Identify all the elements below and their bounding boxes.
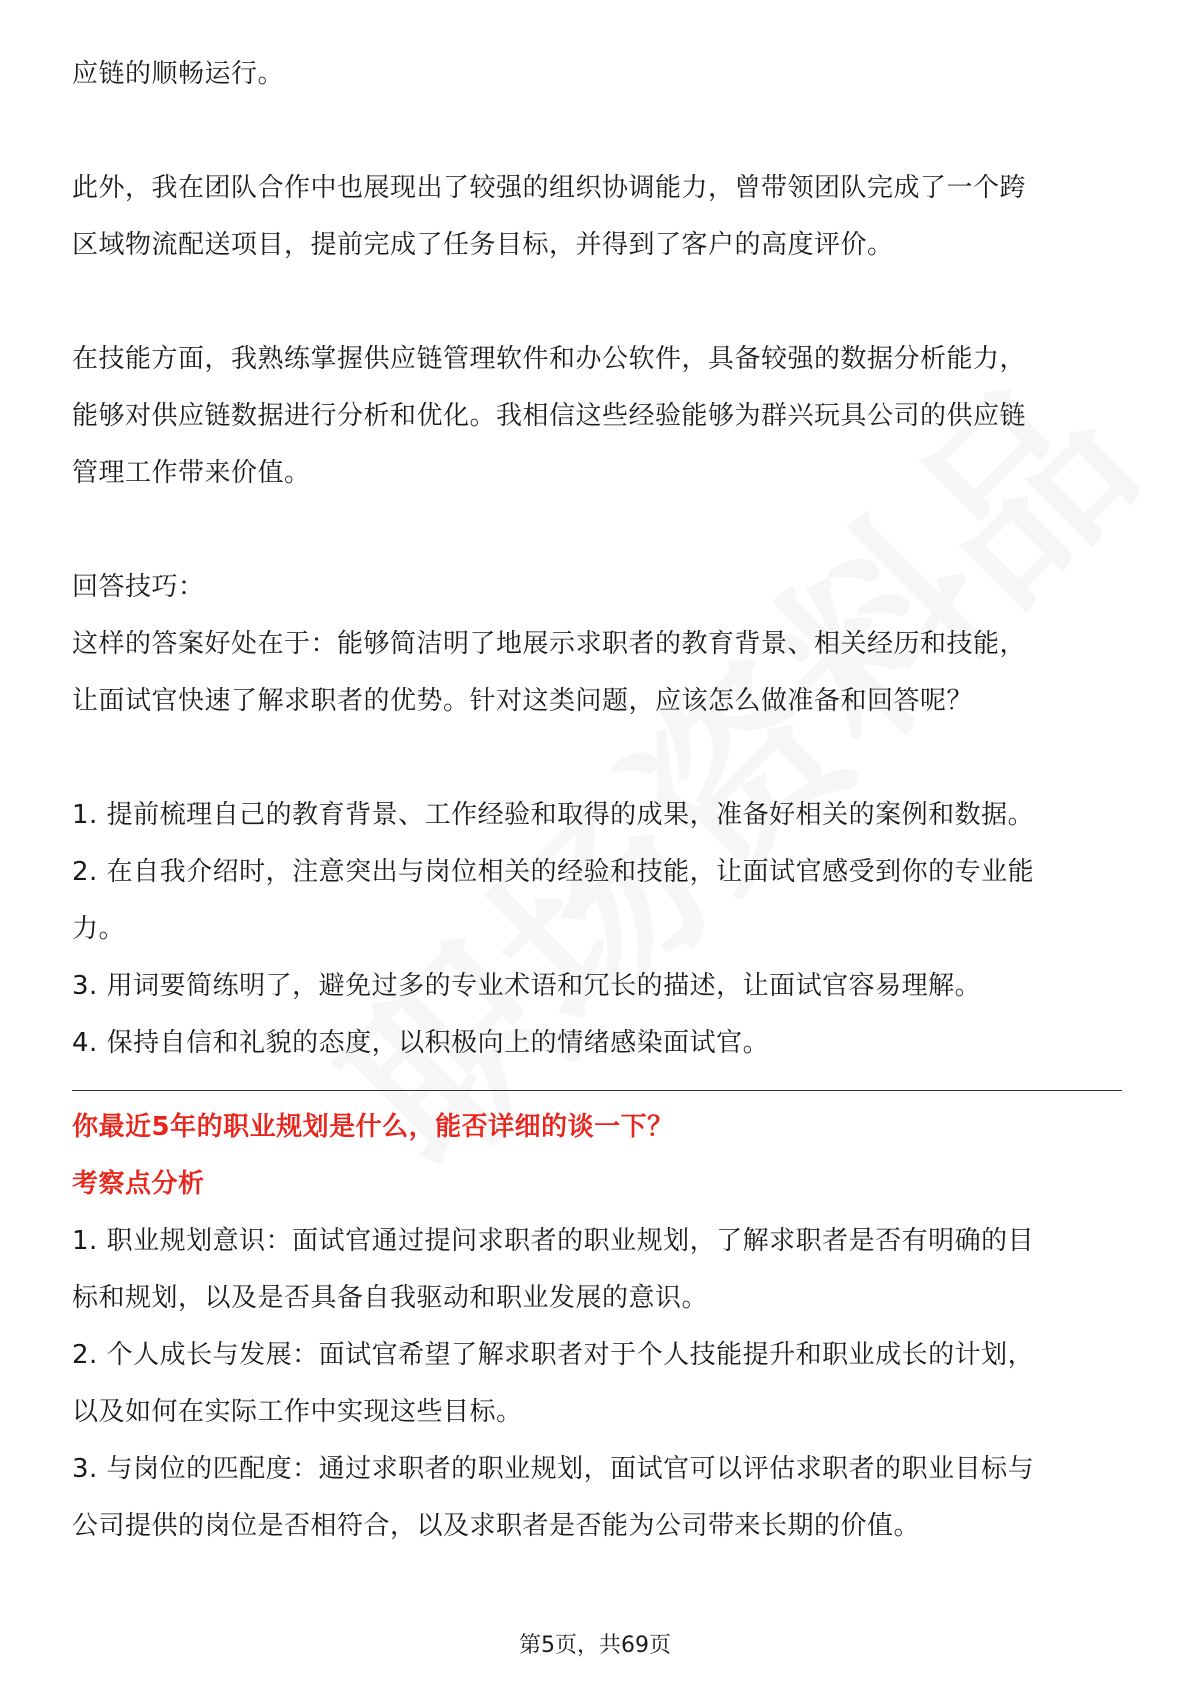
analysis-line: 1. 职业规划意识：面试官通过提问求职者的职业规划，了解求职者是否有明确的目 bbox=[72, 1226, 1035, 1256]
list-item: 3. 用词要简练明了，避免过多的专业术语和冗长的描述，让面试官容易理解。 bbox=[72, 971, 982, 1001]
list-item: 力。 bbox=[72, 914, 126, 944]
analysis-line: 标和规划，以及是否具备自我驱动和职业发展的意识。 bbox=[72, 1283, 709, 1313]
analysis-line: 2. 个人成长与发展：面试官希望了解求职者对于个人技能提升和职业成长的计划， bbox=[72, 1340, 1035, 1370]
list-item: 4. 保持自信和礼貌的态度，以积极向上的情绪感染面试官。 bbox=[72, 1028, 770, 1058]
paragraph-line: 应链的顺畅运行。 bbox=[72, 59, 285, 89]
page-number: 第5页，共69页 bbox=[519, 1633, 671, 1658]
analysis-heading: 考察点分析 bbox=[72, 1169, 205, 1199]
paragraph-line: 让面试官快速了解求职者的优势。针对这类问题，应该怎么做准备和回答呢？ bbox=[72, 686, 974, 716]
analysis-line: 3. 与岗位的匹配度：通过求职者的职业规划，面试官可以评估求职者的职业目标与 bbox=[72, 1454, 1035, 1484]
list-item: 2. 在自我介绍时，注意突出与岗位相关的经验和技能，让面试官感受到你的专业能 bbox=[72, 857, 1035, 887]
paragraph-line: 能够对供应链数据进行分析和优化。我相信这些经验能够为群兴玩具公司的供应链 bbox=[72, 401, 1027, 431]
question-title: 你最近5年的职业规划是什么，能否详细的谈一下？ bbox=[72, 1112, 674, 1142]
paragraph-line: 在技能方面，我熟练掌握供应链管理软件和办公软件，具备较强的数据分析能力， bbox=[72, 344, 1027, 374]
document-body bbox=[72, 46, 1122, 1555]
paragraph-line: 区域物流配送项目，提前完成了任务目标，并得到了客户的高度评价。 bbox=[72, 230, 894, 260]
analysis-line: 公司提供的岗位是否相符合，以及求职者是否能为公司带来长期的价值。 bbox=[72, 1511, 921, 1541]
tips-heading: 回答技巧： bbox=[72, 572, 205, 602]
list-item: 1. 提前梳理自己的教育背景、工作经验和取得的成果，准备好相关的案例和数据。 bbox=[72, 800, 1035, 830]
analysis-line: 以及如何在实际工作中实现这些目标。 bbox=[72, 1397, 523, 1427]
paragraph-line: 管理工作带来价值。 bbox=[72, 458, 311, 488]
section-divider bbox=[72, 1090, 1122, 1091]
paragraph-line: 这样的答案好处在于：能够简洁明了地展示求职者的教育背景、相关经历和技能， bbox=[72, 629, 1027, 659]
paragraph-line: 此外，我在团队合作中也展现出了较强的组织协调能力，曾带领团队完成了一个跨 bbox=[72, 173, 1027, 203]
